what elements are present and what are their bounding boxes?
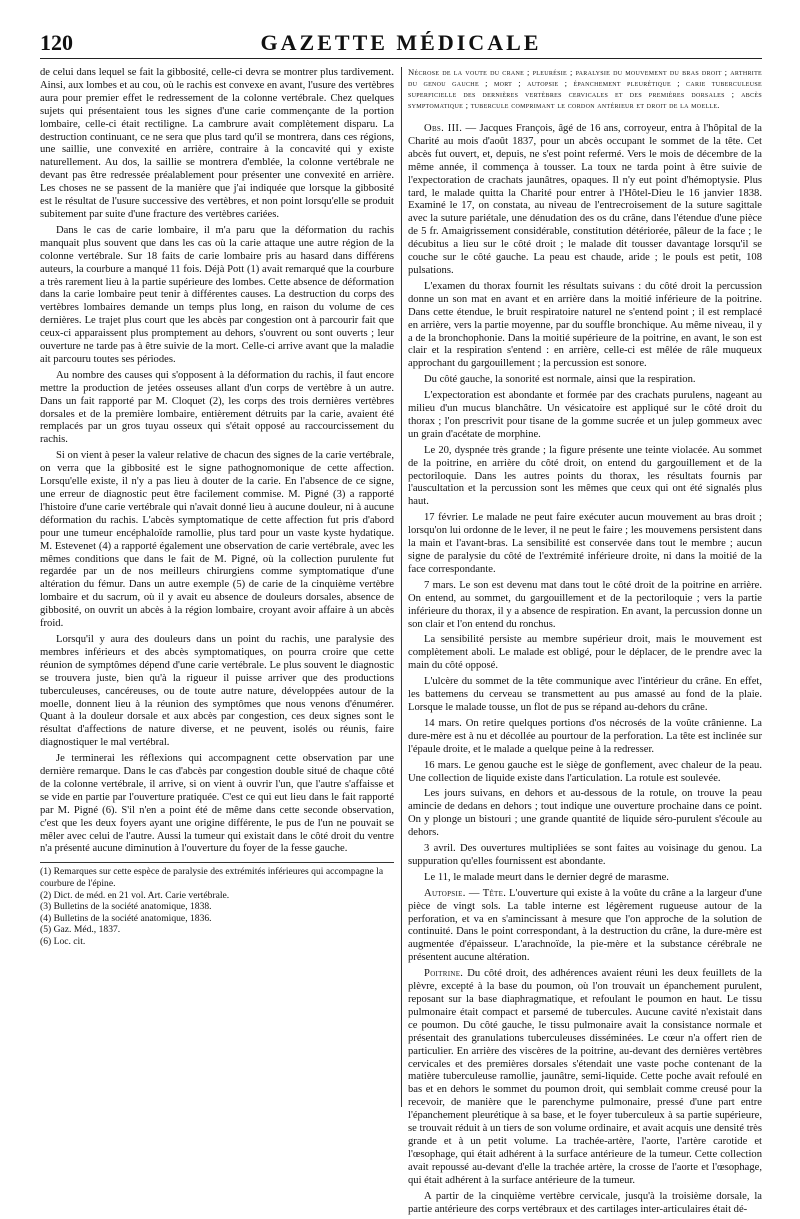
two-column-body	[40, 67, 762, 1219]
chest-label: Poitrine.	[424, 968, 464, 980]
summary-text: Nécrose de la voute du crane ; pleurésie ; paralysie du mouvement du bras droit ; arthrite du genou gauche ; mort ; autopsie ; épanchement pleurétique ; carie tuberculeuse superficielle des dernières vertèbres cervicales et des premières dorsales ; abcès symptomatique ; tubercule comprimant le cordon antérieur et droit de la moelle.	[408, 67, 762, 110]
paragraph: Lorsqu'il y aura des douleurs dans un point du rachis, une paralysie des membres inférieurs et des abcès symptomatiques, on pourra croire que cette réunion de symptômes dépend d'une carie vertébrale. Le plus souvent le diagnostic se trouvera juste, bien qu'à la rigueur il puisse arriver que des productions tuberculeuses, cancéreuses, ou de toute autre nature, développées autour de la moelle, donnent lieu à la réunion des symptômes que nous venons d'énumérer. Quant à la douleur dorsale et aux abcès par congestion, ces deux signes sont le résultat d'affections de nature diverse, et ne peuvent, isolés ou réunis, faire diagnostiquer le mal vertébral.	[40, 633, 394, 749]
paragraph: Je terminerai les réflexions qui accompagnent cette observation par une dernière remarque. Dans le cas d'abcès par congestion double situé de chaque côté de la colonne vertébrale, il arrive, si on vient à ouvrir l'un, que l'autre s'affaisse et se vide en partie par l'ouverture pratiquée. C'est ce qui eut lieu dans le fait rapporté par M. Pigné (6). S'il n'en a point été de même dans cette seconde observation, c'est que les deux foyers ayant une origine différente, le pus de l'un ne pouvait se mêler avec celui de l'autre. Aussi la tumeur qui existait dans le côté droit du ventre n'a présenté aucune diminution à l'ouverture du foyer de la fesse gauche.	[40, 753, 394, 855]
paragraph: Les jours suivans, en dehors et au-dessous de la rotule, on trouve la peau amincie de dedans en dehors ; tout indique une ouverture prochaine dans ce point. On y plonge un bistouri ; une grande quantité de liquide séro-purulent s'écoule au dehors.	[408, 788, 762, 839]
footnote: (4) Bulletins de la société anatomique, 1836.	[40, 912, 212, 924]
paragraph: 14 mars. On retire quelques portions d'os nécrosés de la voûte crânienne. La dure-mère est à nu et décollée au pourtour de la perforation. La tête est inclinée sur l'épaule droite, et le malade a quelque peine à la redresser.	[408, 717, 762, 755]
paragraph: L'expectoration est abondante et formée par des crachats purulens, nageant au milieu d'un mucus blanchâtre. Un vésicatoire est appliqué sur le côté droit du thorax ; l'on prescrivit pour tisane de la gomme sucrée et un julep gommeux avec un grain d'acétate de morphine.	[408, 390, 762, 440]
paragraph: de celui dans lequel se fait la gibbosité, celle-ci devra se montrer plus tardivement. Ainsi, aux lombes et au cou, où le rachis est convexe en avant, l'usure des vertèbres aura pour premier effet le redressement de la colonne vertébrale. Chez quelques sujets qui présentaient tous les signes d'une carie commençante de la portion lombaire, celle-ci était rectiligne. La cambrure avait complètement disparu. La destruction continuant, ce ne sera que plus tard qu'il se montrera, dans ces régions, une saillie, une convexité en arrière, contraire à la concavité qui y existe naturellement. Au dos, la saillie se montrera d'emblée, la colonne vertébrale ne devant pas être redressée préalablement pour présenter une convexité en arrière. Les choses ne se passent de la manière que j'ai indiquée que lorsque la gibbosité est le résultat de l'usure successive des vertèbres, et non point lorsqu'elle se produit subitement par suite d'une fracture des vertèbres cariées.	[40, 67, 394, 220]
autopsy-text: L'ouverture qui existe à la voûte du crâne a la largeur d'une pièce de vingt sols. La table interne est légèrement rugueuse autour de la perforation, et va en s'amincissant à mesure que l'on approche de la solution de continuité. Dans le point correspondant, à la destruction du crâne, la dure-mère est augmentée d'épaisseur. L'arachnoïde, la pie-mère et la substance cérébrale ne présentent aucune altération.	[408, 887, 763, 964]
paragraph: Le 11, le malade meurt dans le dernier degré de marasme.	[424, 871, 669, 883]
chest-text: Du côté droit, des adhérences avaient réuni les deux feuillets de la plèvre, excepté à la base du poumon, où l'on trouvait un épanchement purulent, reposant sur la base diaphragmatique, et refoulant le poumon en haut. Le tissu pulmonaire était compact et parsemé de tubercules. Aucune cavité n'existait dans ce poumon. Du côté gauche, le tissu pulmonaire avait la consistance normale et présentait des granulations tuberculeuses disséminées. Le cœur n'a offert rien de particulier. En arrière des viscères de la poitrine, au-devant des dernières vertèbres cervicales et des premières dorsales s'étendait une vaste poche contenant de la matière tuberculeuse ramollie, jaunâtre, semi-liquide. Cette poche avait refoulé en bas et en dehors le sommet du poumon droit, qui semblait comme creusé pour la recevoir, de manière que le parenchyme pulmonaire, pressé d'une part entre l'épanchement pleurétique à sa base, et le foyer tuberculeux à sa partie supérieure, se trouvait réduit à un tiers de son volume ordinaire, et avait acquis une densité très grande et à un petit volume. La trachée-artère, l'aorte, l'artère carotide et l'œsophage, qui était adhérent à la surface antérieure de la tumeur. Cette collection avait repoussé au-devant d'elle la trachée artère, la crosse de l'aorte et l'œsophage, qui était adhérent à la surface antérieure de la tumeur.	[408, 968, 762, 1186]
page-number: 120	[40, 30, 73, 55]
paragraph: Dans le cas de carie lombaire, il m'a paru que la déformation du rachis manquait plus souvent que dans les cas où la carie attaque une autre région de la colonne vertébrale. Sur 18 faits de carie lombaire pris au hasard dans différens auteurs, la courbure a manqué 11 fois. Déjà Pott (1) avait remarqué que la courbure a très rarement lieu à la partie supérieure des lombes. Cette absence de déformation dans la carie lombaire peut tenir à différentes causes. La destruction du corps des vertèbres lombaires demande un temps plus long, en raison du volume de ces dernières. Le trajet plus court que les abcès par congestion ont à parcourir fait que ceux-ci apparaissent plus promptement au dehors, s'ouvrent ou sont ouverts ; leur ouverture ne tarde pas à être suivie de la mort. Celle-ci arrive avant que la maladie ait parcouru toutes ses périodes.	[40, 224, 394, 365]
paragraph: 7 mars. Le son est devenu mat dans tout le côté droit de la poitrine en arrière. On entend, au sommet, du gargouillement et de la pectoriloquie ; vers la partie inférieure du thorax, il y a absence de respiration. En avant, la percussion donne un son clair et l'on entend du ronchus.	[408, 579, 762, 630]
paragraph: 3 avril. Des ouvertures multipliées se sont faites au voisinage du genou. La suppuration qu'elles fournissent est abondante.	[408, 843, 762, 867]
footnote: (1) Remarques sur cette espèce de paralysie des extrémités inférieures qui accompagne la courbure de l'épine.	[40, 866, 384, 889]
observation-paragraph	[408, 123, 762, 278]
paragraph: 17 février. Le malade ne peut faire exécuter aucun mouvement au bras droit ; lorsqu'on lui ordonne de le lever, il ne peut le faire ; les mouvemens persistent dans la main et l'avant-bras. La sensibilité est conservée dans tout le membre ; aucun signe de paralysie du côté de l'extrémité inférieure droite, ni dans la moitié de la face correspondante.	[408, 512, 762, 575]
autopsy-paragraph	[408, 888, 762, 965]
left-column	[40, 67, 394, 1219]
paragraph: Au nombre des causes qui s'opposent à la déformation du rachis, il faut encore mettre la production de jetées osseuses allant d'un corps de vertèbre à un autre. Dans un fait rapporté par M. Cloquet (2), les corps des trois dernières vertèbres dorsales et de la première lombaire, entièrement détruits par la carie, avaient été remplacés par un gros tuyau osseux qui s'était opposé au raccourcissement du rachis.	[40, 369, 394, 446]
observation-text: — Jacques François, âgé de 16 ans, corroyeur, entra à l'hôpital de la Charité au mois d'août 1837, pour un abcès occupant le sommet de la tête. Cet abcès fut ouvert, et, depuis, ne s'est point refermé. Vers le mois de décembre de la même année, il commença à tousser. La toux ne tarda point à être suivie de l'expectoration de crachats jaunâtres, opaques. Il n'y eut point d'hémoptysie. Plus tard, le malade quitta la Charité pour entrer à l'Hôtel-Dieu le 16 janvier 1838. Examiné le 17, on constata, au niveau de l'entrecroisement de la suture sagittale avec la suture pariétale, une dénudation des os du crâne, dans l'étendue d'une pièce de 5 fr. Amaigrissement considérable, constitution détériorée, pâleur de la face ; le décubitus a lieu sur le côté droit ; le malade dit tousser davantage lorsqu'il se couche sur le côté gauche. La peau est chaude, aride ; le pouls est petit, 108 pulsations.	[408, 123, 762, 276]
observation-label: Obs. III.	[424, 123, 463, 134]
case-summary	[408, 67, 762, 111]
paragraph: Le 20, dyspnée très grande ; la figure présente une teinte violacée. Au sommet de la poitrine, en arrière du côté droit, on entend du gargouillement et de la pectoriloquie. Dans les autres points du thorax, les résultats fournis par l'auscultation et la percussion sont les mêmes que ceux qui ont été signalés plus haut.	[408, 444, 762, 508]
footnote: (5) Gaz. Méd., 1837.	[40, 924, 121, 936]
footnote: (3) Bulletins de la société anatomique, 1838.	[40, 901, 212, 913]
chest-paragraph	[408, 968, 762, 1187]
paragraph: Si on vient à peser la valeur relative de chacun des signes de la carie vertébrale, on verra que la gibbosité est le signe pathognomonique de cette affection. Lorsqu'elle existe, il n'y a pas lieu à douter de la carie. En l'absence de ce signe, une erreur de diagnostic peut être facilement commise. M. Pigné (3) a rapporté l'histoire d'une carie vertébrale qui n'avait donné lieu à aucune douleur, ni à aucune déformation du rachis. L'abcès symptomatique de cette affection fut pris d'abord pour une tumeur encéphaloïde ramollie, plus tard pour un vaste kyste hydatique. M. Estevenet (4) a rapporté également une observation de carie vertébrale, avec les mêmes conditions que dans le fait de M. Pigné, où la collection purulente fut regardée par un de nos meilleurs chirurgiens comme symptomatique d'une altération du fémur. Dans un autre exemple (5) de carie de la cinquième vertèbre lombaire et du sacrum, où il y avait eu absence de douleurs dorsales, absence de gibbosité, on ouvrit un abcès à la région lombaire, croyant avoir affaire à un abcès froid.	[40, 450, 394, 630]
right-column	[408, 67, 762, 1219]
paragraph: La sensibilité persiste au membre supérieur droit, mais le mouvement est complètement aboli. Le malade est obligé, pour le déplacer, de le prendre avec la main du côté opposé.	[408, 634, 762, 672]
paragraph: 16 mars. Le genou gauche est le siège de gonflement, avec chaleur de la peau. Une collection de liquide existe dans l'articulation. La rotule est soulevée.	[408, 759, 762, 784]
paragraph: A partir de la cinquième vertèbre cervicale, jusqu'à la troisième dorsale, la partie antérieure des corps vertébraux et des cartilages inter-articulaires était dé-	[408, 1190, 762, 1215]
paragraph: L'examen du thorax fournit les résultats suivans : du côté droit la percussion donne un son mat en avant et en arrière dans la moitié inférieure de la poitrine. Dans cette étendue, le bruit respiratoire naturel ne s'entend point ; il est remplacé en arrière, vers la partie moyenne, par du souffle bronchique. Au même niveau, il y a de la bronchophonie. Dans la moitié supérieure de la poitrine, en avant, le son est clair et la respiration s'entend : en arrière, celle-ci est mêlée de râle muqueux approchant du gargouillement ; la percussion est sonore.	[408, 280, 762, 370]
footnote: (6) Loc. cit.	[40, 935, 86, 947]
journal-title: GAZETTE MÉDICALE	[260, 30, 542, 55]
paragraph: Du côté gauche, la sonorité est normale, ainsi que la respiration.	[424, 374, 696, 386]
paragraph: L'ulcère du sommet de la tête communique avec l'intérieur du crâne. En effet, les battemens du cerveau se transmettent au pus amassé au fond de la plaie. Lorsque le malade tousse, un flot de pus se répand au-dehors du crâne.	[408, 676, 762, 713]
footnote: (2) Dict. de méd. en 21 vol. Art. Carie vertébrale.	[40, 889, 230, 901]
footnotes	[40, 862, 394, 947]
page-header	[40, 28, 762, 59]
autopsy-label: Autopsie. — Tête.	[424, 887, 507, 899]
column-divider	[401, 67, 402, 1107]
